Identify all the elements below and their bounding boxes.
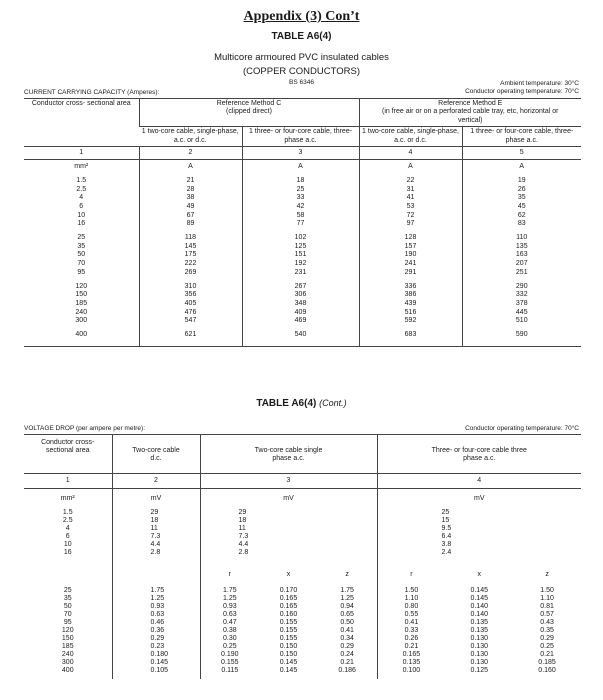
t2-value: 15 [441,517,450,524]
t1-value: 50 [77,251,86,259]
t2-col1-header: Conductor cross-sectional area [24,435,112,474]
t1-cell-c3 [242,283,359,327]
t2-rxz-header: r x z [200,557,377,581]
t2-large-c3 [200,581,377,679]
t2-value: 0.186 [338,667,356,674]
t1-value: 118 [184,234,197,242]
t2-value: 0.135 [402,659,421,666]
t2-col-number: 2 [112,474,200,489]
t2-value: 0.21 [340,659,354,666]
t1-value: 445 [515,308,528,316]
t1-value: 110 [516,234,528,242]
t2-value: 0.43 [540,619,554,626]
t2-value: 0.47 [223,619,237,626]
t2-small-c2 [112,503,200,557]
t1-cell-c2 [139,234,242,278]
t2-value: 1.5 [62,509,73,516]
t1-method-e-header: Reference Method E (in free air or on a perforated cable tray, etc, horizontal or vertical) [359,99,581,127]
t2-value: 0.21 [540,651,554,658]
t1-value: 190 [404,251,417,259]
t2-value: 0.105 [150,667,169,674]
t2-value: 1.75 [223,587,237,594]
table1-standard: BS 6346 [289,79,314,86]
t1-cell-c4 [359,283,462,327]
t2-value: 10 [63,541,72,548]
t2-value: 4.4 [150,541,161,548]
t2-value: 0.63 [223,611,237,618]
t1-value: 150 [75,291,88,299]
table2-title-cont: (Cont.) [319,398,347,408]
t1-value: 439 [404,299,417,307]
table1-title: TABLE A6(4) [271,31,332,42]
t1-value: 336 [404,282,417,290]
t1-value: 97 [406,220,415,228]
t2-col-number: 3 [200,474,377,489]
t1-value: 683 [404,331,417,339]
t1-col-number: 3 [242,147,359,160]
t2-value: 4 [65,525,70,532]
t2-small-c3 [200,503,377,557]
t2-value: 95 [63,619,72,626]
t1-cell-area [24,283,139,327]
t1-sub-header: 1 three- or four-core cable, three-phase a.c. [242,127,359,147]
table2-title: TABLE A6(4) [256,398,317,409]
t2-value: 0.170 [279,587,298,594]
t1-value: 10 [77,211,86,219]
t1-value: 476 [184,308,197,316]
t2-value: 0.135 [470,619,488,626]
t1-value: 1.5 [76,176,87,184]
t1-value: 240 [75,308,88,316]
t2-value: 0.25 [540,643,554,650]
t2-value: 2.5 [62,517,73,524]
t1-value: 185 [75,299,88,307]
t2-value: 18 [150,517,159,524]
t1-value: 67 [186,211,195,219]
t1-value: 53 [406,202,415,210]
t2-value: 0.80 [404,603,419,610]
t1-cell-c4 [359,234,462,278]
t2-value: 2.8 [238,549,249,556]
t2-unit: mV [200,489,377,504]
t2-value: 0.35 [540,627,554,634]
t1-value: 332 [515,291,528,299]
t1-value: 26 [517,185,526,193]
t2-value: 0.160 [279,611,298,618]
t1-cell-c2 [139,283,242,327]
t1-value: 125 [294,242,307,250]
t2-value: 0.155 [279,635,298,642]
voltage-drop-table [24,435,581,679]
t1-value: 348 [294,299,307,307]
t1-value: 41 [406,194,415,202]
t1-value: 31 [406,185,415,193]
t2-value: 0.115 [221,667,239,674]
t2-value: 35 [63,595,72,602]
t2-col-number: 4 [377,474,581,489]
t1-value: 192 [294,260,307,268]
t1-cell-c5 [462,177,581,229]
t1-value: 145 [184,242,197,250]
t1-value: 510 [515,317,528,325]
t2-value: 0.41 [404,619,419,626]
t2-value: 120 [61,627,74,634]
t1-value: 89 [186,220,195,228]
t1-col-number: 2 [139,147,242,160]
t2-value: 0.145 [279,667,298,674]
t1-sub-header: 1 two-core cable, single-phase, a.c. or d.c. [139,127,242,147]
t2-value: 0.93 [150,603,165,610]
t1-value: 356 [184,291,197,299]
t2-value: 0.150 [279,651,298,658]
t1-value: 222 [184,260,197,268]
t2-value: 0.30 [223,635,237,642]
table1-subtitle2: (COPPER CONDUCTORS) [243,66,360,77]
t1-value: 120 [75,282,88,290]
t1-col-number: 1 [24,147,139,160]
t2-value: 11 [238,525,246,532]
t1-value: 2.5 [76,185,87,193]
t2-value: 4.4 [238,541,249,548]
t2-value: 16 [63,549,72,556]
t1-sub-header: 1 two-core cable, single-phase, a.c. or d.c. [359,127,462,147]
t2-col-number: 1 [24,474,112,489]
t2-col4-header: Three- or four-core cable three phase a.c. [377,435,581,474]
t2-value: 18 [238,517,247,524]
t1-value: 590 [515,331,528,339]
t2-value: 0.130 [470,643,488,650]
t2-value: 6.4 [441,533,452,540]
t2-value: 0.34 [340,635,354,642]
t2-value: 0.29 [150,635,165,642]
t2-value: 70 [63,611,72,618]
t2-value: 0.150 [279,643,298,650]
t1-value: 547 [184,317,197,325]
t1-value: 62 [517,211,526,219]
t2-unit: mV [112,489,200,504]
t1-unit: A [242,160,359,172]
t1-value: 72 [406,211,415,219]
t1-value: 102 [294,234,307,242]
t2-value: 0.94 [340,603,354,610]
t2-value: 1.10 [404,595,419,602]
t1-cell-c4 [359,177,462,229]
t1-data-body [24,172,581,340]
t2-value: 0.36 [150,627,165,634]
t2-rxz-header: r x z [377,557,581,581]
t2-value: 0.185 [538,659,556,666]
t1-value: 58 [296,211,305,219]
t2-value: 150 [61,635,74,642]
t1-cell-c3 [242,331,359,340]
t1-unit: mm² [74,163,89,171]
t2-value: 0.33 [404,627,419,634]
t2-value: 0.130 [470,635,488,642]
t2-value: 0.155 [221,659,239,666]
t2-value: 1.75 [150,587,165,594]
t1-unit: A [359,160,462,172]
t2-value: 0.38 [223,627,237,634]
t2-value: 1.50 [540,587,554,594]
t1-cell-c3 [242,177,359,229]
t1-value: 163 [515,251,528,259]
t2-large-c4 [377,581,581,679]
t1-value: 269 [184,268,197,276]
t1-value: 49 [186,202,195,210]
t1-value: 83 [517,220,526,228]
t1-col-number: 5 [462,147,581,160]
table1-operating: Conductor operating temperature: 70°C [465,88,579,95]
t1-value: 21 [186,176,195,184]
t2-value: 0.155 [279,627,298,634]
t1-value: 386 [404,291,417,299]
t1-value: 378 [515,299,528,307]
t1-value: 28 [186,185,195,193]
t2-large-area [24,581,112,679]
t1-cell-c2 [139,177,242,229]
t2-value: 0.130 [470,659,488,666]
t2-value: 50 [63,603,72,610]
t2-value: 1.50 [404,587,419,594]
t1-value: 621 [184,331,197,339]
t1-col-number: 4 [359,147,462,160]
t1-sub-header: 1 three- or four-core cable, three-phase a.c. [462,127,581,147]
t1-value: 6 [79,202,84,210]
t2-value: 0.165 [279,595,298,602]
t2-value: 9.5 [441,525,452,532]
t2-value: 29 [150,509,159,516]
t2-value: 0.93 [223,603,237,610]
t2-large-c2 [112,581,200,679]
t1-group-row [24,177,581,229]
appendix-heading: Appendix (3) Con’t [243,9,360,24]
t2-value: 0.145 [279,659,298,666]
t1-value: 592 [404,317,417,325]
t1-value: 405 [184,299,197,307]
t1-value: 38 [186,194,195,202]
t2-col2-header: Two-core cable d.c. [112,435,200,474]
t1-group-row [24,234,581,278]
t2-value: 3.8 [441,541,452,548]
t2-value: 1.25 [340,595,354,602]
t2-value: 240 [61,651,74,658]
t2-value: 400 [61,667,74,674]
t2-value: 1.10 [540,595,554,602]
t2-value: 300 [61,659,74,666]
t2-value: 0.100 [402,667,421,674]
t2-value: 0.180 [150,651,169,658]
t1-value: 25 [77,234,86,242]
t2-unit: mV [377,489,581,504]
t1-cell-area [24,234,139,278]
t2-value: 0.29 [540,635,554,642]
table2-operating: Conductor operating temperature: 70°C [465,425,579,432]
t1-cell-c2 [139,331,242,340]
t2-value: 0.26 [404,635,419,642]
t2-value: 7.3 [238,533,249,540]
t1-value: 175 [184,251,197,259]
t2-value: 6 [65,533,70,540]
t2-value: 0.130 [470,651,488,658]
t2-value: 0.135 [470,627,488,634]
table1-left-caption: CURRENT CARRYING CAPACITY (Amperes): [24,89,160,96]
t2-value: 1.25 [223,595,237,602]
t1-value: 151 [294,251,307,259]
t2-value: 0.165 [402,651,421,658]
t2-value: 0.46 [150,619,165,626]
t1-value: 135 [515,242,528,250]
t2-value: 0.140 [470,603,488,610]
t2-value: 0.140 [470,611,488,618]
table2-title-wrap [0,398,603,409]
t1-cell-area [24,177,139,229]
t1-value: 22 [406,176,415,184]
t1-unit: A [139,160,242,172]
t1-cell-c5 [462,283,581,327]
t1-value: 300 [75,317,88,325]
t2-value: 0.29 [340,643,354,650]
table2-left-caption: VOLTAGE DROP (per ampere per metre): [24,425,146,432]
t1-group-row [24,283,581,327]
t1-value: 241 [404,260,417,268]
t2-value: 0.57 [540,611,554,618]
t1-value: 16 [77,220,86,228]
t1-value: 77 [296,220,305,228]
t1-value: 540 [294,331,307,339]
t2-value: 0.65 [340,611,354,618]
t2-value: 25 [441,509,450,516]
t1-value: 291 [404,268,417,276]
t1-unit: A [462,160,581,172]
t1-value: 35 [77,242,86,250]
t1-cell-area [24,331,139,340]
t1-value: 25 [296,185,305,193]
t2-value: 0.155 [279,619,298,626]
t2-col3-header: Two-core cable single phase a.c. [200,435,377,474]
t1-value: 290 [515,282,528,290]
t2-value: 0.24 [340,651,354,658]
t2-value: 0.41 [340,627,354,634]
t2-value: 0.63 [150,611,165,618]
t1-value: 267 [294,282,307,290]
t1-cell-c5 [462,331,581,340]
t1-value: 400 [75,331,88,339]
t1-group-row [24,331,581,340]
t2-small-c4 [377,503,581,557]
t1-method-c-header: Reference Method C (clipped direct) [139,99,359,127]
t1-value: 42 [296,202,305,210]
t1-value: 70 [77,260,86,268]
t1-value: 95 [77,268,86,276]
t2-value: 0.23 [150,643,165,650]
t1-value: 409 [294,308,307,316]
t1-value: 516 [404,308,417,316]
t1-value: 4 [79,194,84,202]
t2-small-area [24,503,112,557]
t1-value: 35 [517,194,526,202]
t1-cell-c5 [462,234,581,278]
table1-ambient: Ambient temperature: 30°C [500,80,579,87]
t1-cell-c4 [359,331,462,340]
t2-value: 0.160 [538,667,556,674]
t2-value: 0.55 [404,611,419,618]
t1-value: 128 [404,234,417,242]
t2-value: 185 [61,643,74,650]
current-capacity-table [24,99,581,347]
t1-value: 18 [296,176,305,184]
t2-unit: mm² [60,495,75,502]
t1-value: 19 [517,176,526,184]
t1-value: 251 [515,268,528,276]
t1-value: 157 [404,242,417,250]
t1-col1-header: Conductor cross- sectional area [24,99,139,147]
t2-value: 29 [238,509,247,516]
t2-value: 1.25 [150,595,165,602]
t2-value: 0.25 [223,643,237,650]
t1-value: 306 [294,291,307,299]
t2-value: 7.3 [150,533,161,540]
t2-value: 25 [63,587,72,594]
t2-value: 0.190 [221,651,239,658]
t1-cell-c3 [242,234,359,278]
t2-value: 0.81 [540,603,554,610]
t2-value: 1.75 [340,587,354,594]
t2-value: 0.21 [404,643,419,650]
t1-value: 45 [517,202,526,210]
t1-value: 469 [294,317,307,325]
t1-value: 33 [296,194,305,202]
t2-value: 0.125 [470,667,488,674]
t2-value: 0.145 [150,659,169,666]
t2-value: 0.145 [470,587,488,594]
t2-value: 0.165 [279,603,298,610]
table1-subtitle: Multicore armoured PVC insulated cables [214,52,389,63]
t2-value: 11 [150,525,158,532]
t2-value: 0.145 [470,595,488,602]
t1-value: 231 [294,268,307,276]
t1-value: 310 [184,282,197,290]
t1-value: 207 [515,260,528,268]
t2-value: 0.50 [340,619,354,626]
t2-value: 2.4 [441,549,452,556]
t2-value: 2.8 [150,549,161,556]
